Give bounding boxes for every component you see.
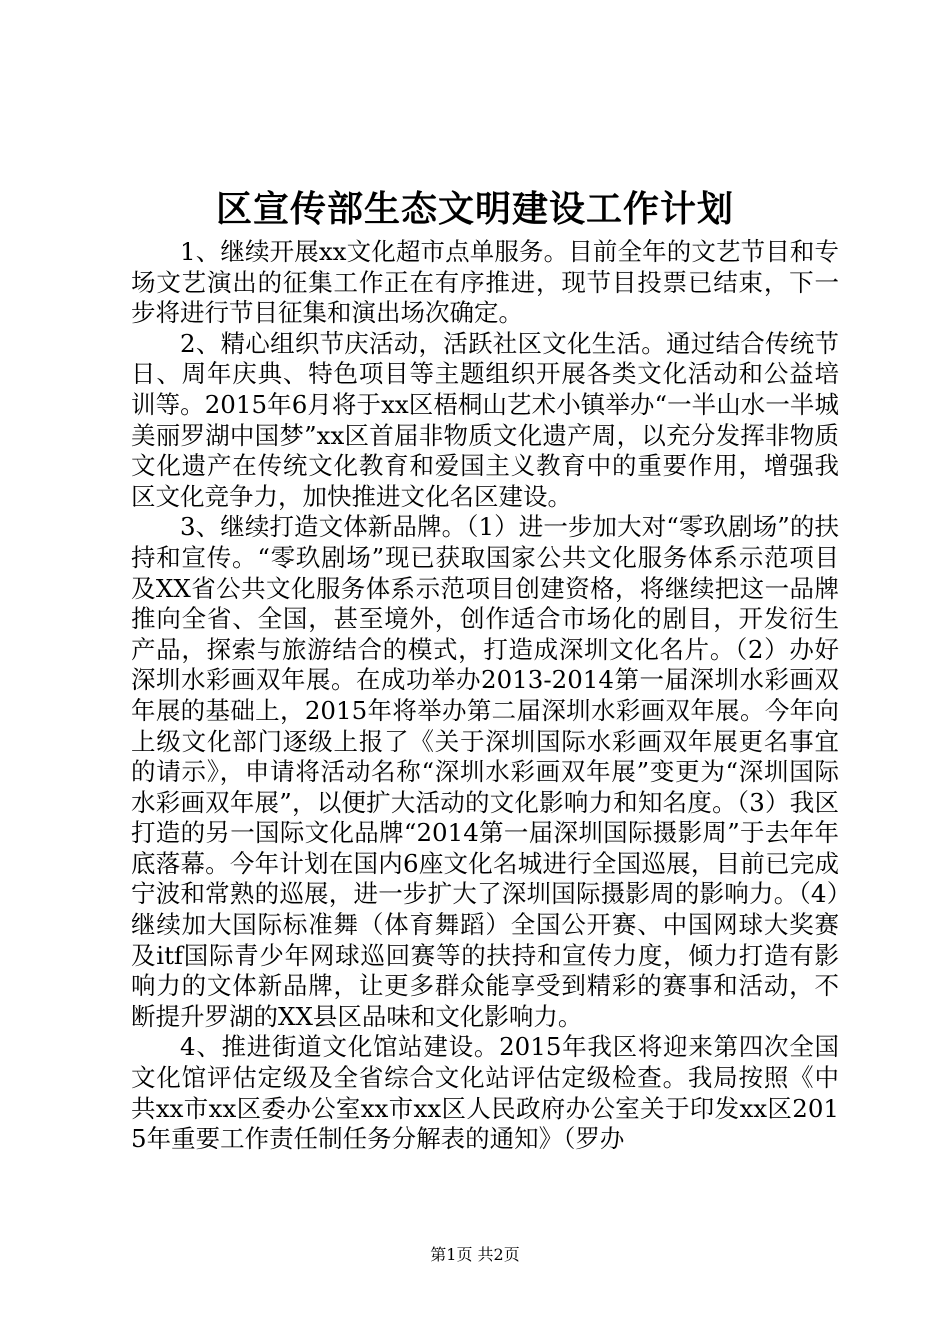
paragraph-1: 1、继续开展xx文化超市点单服务。目前全年的文艺节目和专场文艺演出的征集工作正在有序推进，现节目投票已结束，下一步将进行节目征集和演出场次确定。 bbox=[131, 237, 839, 328]
paragraph-4: 4、推进街道文化馆站建设。2015年我区将迎来第四次全国文化馆评估定级及全省综合文化站评估定级检查。我局按照《中共xx市xx区委办公室xx市xx区人民政府办公室关于印发xx区2015年重要工作责任制任务分解表的通知》（罗办 bbox=[131, 1032, 839, 1154]
page-number-footer: 第1页 共2页 bbox=[430, 1245, 520, 1264]
document-body bbox=[131, 237, 839, 1155]
paragraph-2: 2、精心组织节庆活动，活跃社区文化生活。通过结合传统节日、周年庆典、特色项目等主题组织开展各类文化活动和公益培训等。2015年6月将于xx区梧桐山艺术小镇举办“一半山水一半城美丽罗湖中国梦”xx区首届非物质文化遗产周，以充分发挥非物质文化遗产在传统文化教育和爱国主义教育中的重要作用，增强我区文化竞争力，加快推进文化名区建设。 bbox=[131, 328, 839, 511]
document-title: 区宣传部生态文明建设工作计划 bbox=[215, 188, 734, 230]
paragraph-3: 3、继续打造文体新品牌。（1）进一步加大对“零玖剧场”的扶持和宣传。“零玖剧场”现已获取国家公共文化服务体系示范项目及XX省公共文化服务体系示范项目创建资格，将继续把这一品牌推向全省、全国，甚至境外，创作适合市场化的剧目，开发衍生产品，探索与旅游结合的模式，打造成深圳文化名片。（2）办好深圳水彩画双年展。在成功举办2013-2014第一届深圳水彩画双年展的基础上，2015年将举办第二届深圳水彩画双年展。今年向上级文化部门逐级上报了《关于深圳国际水彩画双年展更名事宜的请示》，申请将活动名称“深圳水彩画双年展”变更为“深圳国际水彩画双年展”，以便扩大活动的文化影响力和知名度。（3）我区打造的另一国际文化品牌“2014第一届深圳国际摄影周”于去年年底落幕。今年计划在国内6座文化名城进行全国巡展，目前已完成宁波和常熟的巡展，进一步扩大了深圳国际摄影周的影响力。（4）继续加大国际标准舞（体育舞蹈）全国公开赛、中国网球大奖赛及itf国际青少年网球巡回赛等的扶持和宣传力度，倾力打造有影响力的文体新品牌，让更多群众能享受到精彩的赛事和活动，不断提升罗湖的XX县区品味和文化影响力。 bbox=[131, 512, 839, 1031]
